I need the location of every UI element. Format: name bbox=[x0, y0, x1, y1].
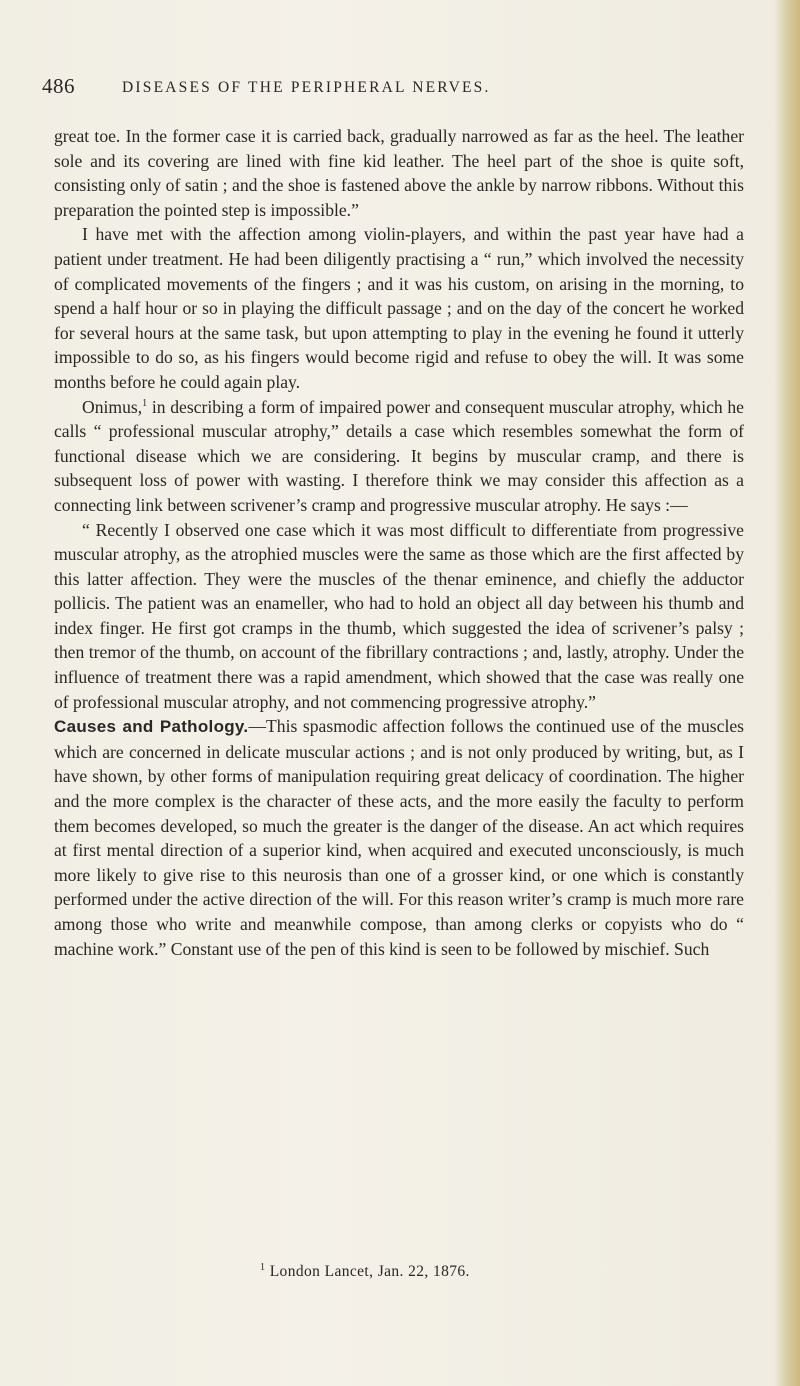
body-text bbox=[54, 124, 744, 961]
running-head: DISEASES OF THE PERIPHERAL NERVES. bbox=[122, 79, 491, 96]
footnote-mark: 1 bbox=[260, 1261, 266, 1273]
onimus-text: in describing a form of impaired power and consequent muscular atrophy, which he calls “ professional muscular atrophy,” details a case which resembles somewhat the form of functional disease which we are considering. It begins by muscular cramp, and there is subsequent loss of power with wasting. I therefore think we may consider this affection as a connecting link between scrivener’s cramp and progressive muscular atrophy. He says :— bbox=[54, 396, 744, 515]
section-heading-causes-and-pathology: Causes and Pathology. bbox=[54, 717, 249, 737]
paragraph-causes bbox=[54, 714, 744, 961]
footnote bbox=[260, 1263, 470, 1281]
page-header bbox=[42, 74, 752, 110]
page-edge-shadow bbox=[774, 0, 800, 1386]
paragraph-onimus bbox=[54, 395, 744, 518]
page-number: 486 bbox=[42, 74, 75, 98]
footnote-reference: 1 bbox=[142, 397, 148, 409]
onimus-name: Onimus, bbox=[82, 396, 143, 417]
footnote-text: London Lancet, Jan. 22, 1876. bbox=[269, 1263, 470, 1280]
paragraph-quotation: “ Recently I observed one case which it was most difficult to differentiate from progressive muscular atrophy, as the atrophied muscles were the same as those which are the first affected by this latter affection. They were the muscles of the thenar eminence, and chiefly the adductor pollicis. The patient was an enameller, who had to hold an object all day between his thumb and index finger. He first got cramps in the thumb, which suggested the idea of scrivener’s palsy ; then tremor of the thumb, on account of the fibrillary contractions ; and, lastly, atrophy. Under the influence of treatment there was a rapid amendment, which showed that the case was really one of professional muscular atrophy, and not commencing progressive atrophy.” bbox=[54, 519, 744, 712]
paragraph-violin-players: I have met with the affection among violin-players, and within the past year have had a patient under treatment. He had been diligently practising a “ run,” which involved the necessity of complicated movements of the fingers ; and it was his custom, on arising in the morning, to spend a half hour or so in playing the difficult passage ; and on the day of the concert he worked for several hours at the same task, but upon attempting to play in the evening he found it utterly impossible to do so, as his fingers would become rigid and refuse to obey the will. It was some months before he could again play. bbox=[54, 224, 744, 392]
causes-text: —This spasmodic affection follows the continued use of the muscles which are concerned in delicate muscular actions ; and is not only produced by writing, but, as I have shown, by other forms of manipulation requiring great delicacy of coordination. The higher and the more complex is the character of these acts, and the more easily the faculty to perform them becomes developed, so much the greater is the danger of the disease. An act which requires at first mental direction of a superior kind, when acquired and executed unconsciously, is much more likely to give rise to this neurosis than one of a grosser kind, or one which is constantly performed under the active direction of the will. For this reason writer’s cramp is much more rare among those who write and meanwhile compose, than among clerks or copyists who do “ machine work.” Constant use of the pen of this kind is seen to be followed by mischief. Such bbox=[54, 716, 744, 959]
paragraph-shoe-continuation: great toe. In the former case it is carried back, gradually narrowed as far as the heel. The leather sole and its covering are lined with fine kid leather. The heel part of the shoe is quite soft, consisting only of satin ; and the shoe is fastened above the ankle by narrow ribbons. Without this preparation the pointed step is impossible.” bbox=[54, 126, 744, 220]
